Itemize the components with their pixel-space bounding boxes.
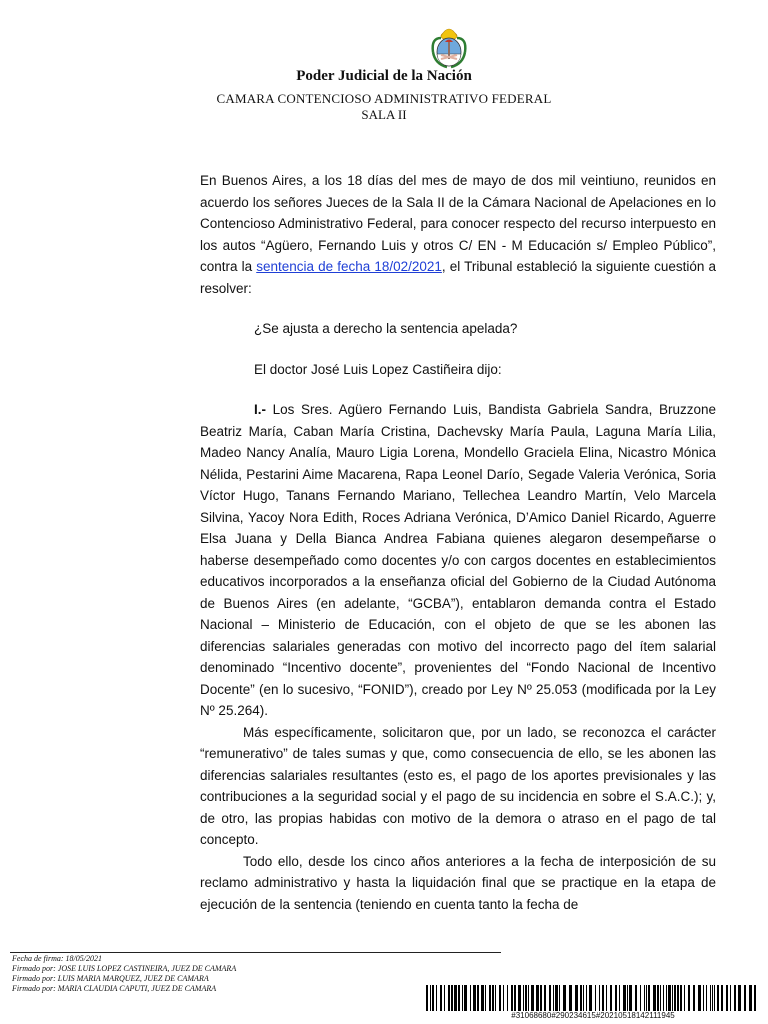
barcode-bar [511, 985, 513, 1011]
barcode-bar [684, 985, 685, 1011]
barcode-bar [646, 985, 647, 1011]
signer-1: Firmado por: JOSE LUIS LOPEZ CASTINEIRA, JUEZ DE CAMARA [12, 964, 237, 973]
barcode-bar [563, 985, 566, 1011]
speaker-line: El doctor José Luis Lopez Castiñeira dijo: [254, 361, 502, 377]
barcode-bar [569, 985, 572, 1011]
barcode-bar [436, 985, 437, 1011]
barcode-bar [606, 985, 607, 1011]
paragraph-period: Todo ello, desde los cinco años anteriores a la fecha de interposición de su reclamo administrativo y hasta la liquidación final que se practique en la etapa de ejecución de la sentencia (teniendo en cuenta tanto la fecha de [200, 853, 716, 912]
barcode-bar [693, 985, 695, 1011]
barcode-bar [623, 985, 626, 1011]
barcode-text: #31068680#290234615#20210518142111945 [511, 1011, 675, 1020]
signed-date: Fecha de firma: 18/05/2021 [12, 954, 102, 963]
barcode-bar [629, 985, 632, 1011]
question-line: ¿Se ajusta a derecho la sentencia apelada? [254, 321, 518, 336]
chamber-name: SALA II [361, 107, 407, 122]
barcode-bar [523, 985, 524, 1011]
barcode-bar [448, 985, 450, 1011]
barcode-bar [698, 985, 701, 1011]
barcode-bar [440, 985, 442, 1011]
barcode-bar [575, 985, 578, 1011]
barcode-bar [430, 985, 431, 1011]
coat-of-arms-icon [427, 24, 471, 70]
barcode-bar [657, 985, 659, 1011]
footer-rule [10, 952, 501, 953]
barcode-bar [549, 985, 551, 1011]
signer-2: Firmado por: LUIS MARIA MARQUEZ, JUEZ DE CAMARA [12, 974, 209, 983]
barcode-bar [668, 985, 671, 1011]
barcode-bar [458, 985, 460, 1011]
barcode-bar [583, 985, 584, 1011]
barcode-bar [754, 985, 756, 1011]
barcode-bar [555, 985, 558, 1011]
signer-3: Firmado por: MARIA CLAUDIA CAPUTI, JUEZ DE CAMARA [12, 984, 217, 993]
document-body [200, 170, 716, 915]
paragraph-specifics: Más específicamente, solicitaron que, por un lado, se reconozca el carácter “remunerativo” de tales sumas y que, como consecuencia de ello, se les abonen las diferencias salariales resultantes (esto es, el pago de los aportes previsionales y las contribuciones a la seguridad social y el pago de su incidencia en sobre el S.A.C.); y, de otro, las propias habidas con motivo de la demora o atraso en el pago de tal concepto. [200, 724, 716, 847]
barcode-bar [589, 985, 592, 1011]
barcode-bar [481, 985, 484, 1011]
barcode-bar [544, 985, 546, 1011]
barcode-bar [586, 985, 587, 1011]
barcode-bar [503, 985, 504, 1011]
barcode-bar [492, 985, 494, 1011]
barcode-bar [540, 985, 542, 1011]
barcode-bar [489, 985, 491, 1011]
barcode-bar [730, 985, 731, 1011]
barcode-bar [640, 985, 641, 1011]
section-i-paragraph: I.- Los Sres. Agüero Fernando Luis, Bandista Gabriela Sandra, Bruzzone Beatriz María, Caban María Cristina, Dachevsky María Paula, Laguna María Lilia, Madeo Nancy Analía, Mauro Ligia Lorena, Mondello Graciela Elina, Nicastro Mónica Nélida, Pestarini Aime Macarena, Rapa Leonel Darío, Segade Valeria Verónica, Soria Víctor Hugo, Tanans Fernando Mariano, Tellechea Leandro Martín, Velo Marcela Silvina, Yacoy Nora Edith, Roces Adriana Verónica, D’Amico Daniel Ricardo, Aguerre Elsa Juana y Della Bianca Andrea Fabiana quienes alegaron desempeñarse o haberse desempeñado como docentes y/o con cargos docentes en establecimientos educativos incorporados a la enseñanza oficial del Gobierno de la Ciudad Autónoma de Buenos Aires (en adelante, “GCBA”), entablaron demanda contra el Estado Nacional – Ministerio de Educación, con el objeto de que se les abonen las diferencias salariales generadas con motivo del incorrecto pago del ítem salarial denominado “Incentivo docente”, provenientes del “Fondo Nacional de Incentivo Docente” (en lo sucesivo, “FONID”), creado por Ley Nº 25.053 (modificada por la Ley Nº 25.264). [200, 402, 716, 718]
barcode-bar [553, 985, 554, 1011]
barcode-bar [706, 985, 707, 1011]
barcode-bar [495, 985, 496, 1011]
barcode-bar [426, 985, 428, 1011]
barcode-bar [635, 985, 637, 1011]
barcode-bar [627, 985, 628, 1011]
barcode-bar [525, 985, 527, 1011]
institution-title: Poder Judicial de la Nación [296, 68, 472, 84]
signature-block [12, 954, 236, 994]
barcode-bar [703, 985, 704, 1011]
barcode-bar [615, 985, 617, 1011]
barcode-bar [663, 985, 664, 1011]
section-number: I.- [254, 402, 266, 417]
barcode-bar [518, 985, 521, 1011]
barcode-bar [444, 985, 445, 1011]
barcode-bar [619, 985, 620, 1011]
barcode-bar [726, 985, 728, 1011]
barcode-bar [666, 985, 667, 1011]
barcode-bar [738, 985, 741, 1011]
barcode-bar [688, 985, 690, 1011]
barcode-bar [451, 985, 453, 1011]
barcode-bar [485, 985, 486, 1011]
barcode-bar [514, 985, 516, 1011]
barcode-bar [672, 985, 673, 1011]
barcode-bar [528, 985, 529, 1011]
barcode-bar [559, 985, 560, 1011]
barcode-bar [744, 985, 746, 1011]
barcode-bar [712, 985, 713, 1011]
barcode-bar [602, 985, 604, 1011]
barcode-bar [674, 985, 676, 1011]
barcode-bar [580, 985, 582, 1011]
opening-paragraph: En Buenos Aires, a los 18 días del mes de mayo de dos mil veintiuno, reunidos en acuerdo los señores Jueces de la Sala II de la Cámara Nacional de Apelaciones en lo Contencioso Administrativo Federal, para conocer respecto del recurso interpuesto en los autos “Agüero, Fernando Luis y otros C/ EN - M Educación s/ Empleo Público”, contra la sentencia de fecha 18/02/2021, el Tribunal estableció la siguiente cuestión a resolver: [200, 173, 717, 296]
judgment-link[interactable]: sentencia de fecha 18/02/2021 [256, 259, 442, 274]
barcode-bar [653, 985, 656, 1011]
barcode-bar [464, 985, 467, 1011]
barcode-bar [470, 985, 471, 1011]
barcode-bar [454, 985, 457, 1011]
barcode-bar [507, 985, 508, 1011]
barcode-bar [531, 985, 534, 1011]
barcode-bar [644, 985, 645, 1011]
barcode-bar [477, 985, 479, 1011]
barcode-bar [714, 985, 715, 1011]
barcode-bar [680, 985, 682, 1011]
court-name: CAMARA CONTENCIOSO ADMINISTRATIVO FEDERAL [216, 91, 552, 106]
barcode [426, 985, 760, 1011]
barcode-bar [499, 985, 501, 1011]
barcode-bar [660, 985, 661, 1011]
barcode-bar [648, 985, 650, 1011]
barcode-bar [677, 985, 679, 1011]
barcode-bar [473, 985, 476, 1011]
barcode-bar [717, 985, 719, 1011]
barcode-bar [462, 985, 463, 1011]
barcode-bar [721, 985, 723, 1011]
barcode-bar [710, 985, 711, 1011]
barcode-bar [610, 985, 612, 1011]
barcode-bar [536, 985, 539, 1011]
barcode-bar [595, 985, 596, 1011]
barcode-bar [734, 985, 736, 1011]
barcode-bar [599, 985, 600, 1011]
barcode-bar [432, 985, 434, 1011]
barcode-bar [749, 985, 752, 1011]
